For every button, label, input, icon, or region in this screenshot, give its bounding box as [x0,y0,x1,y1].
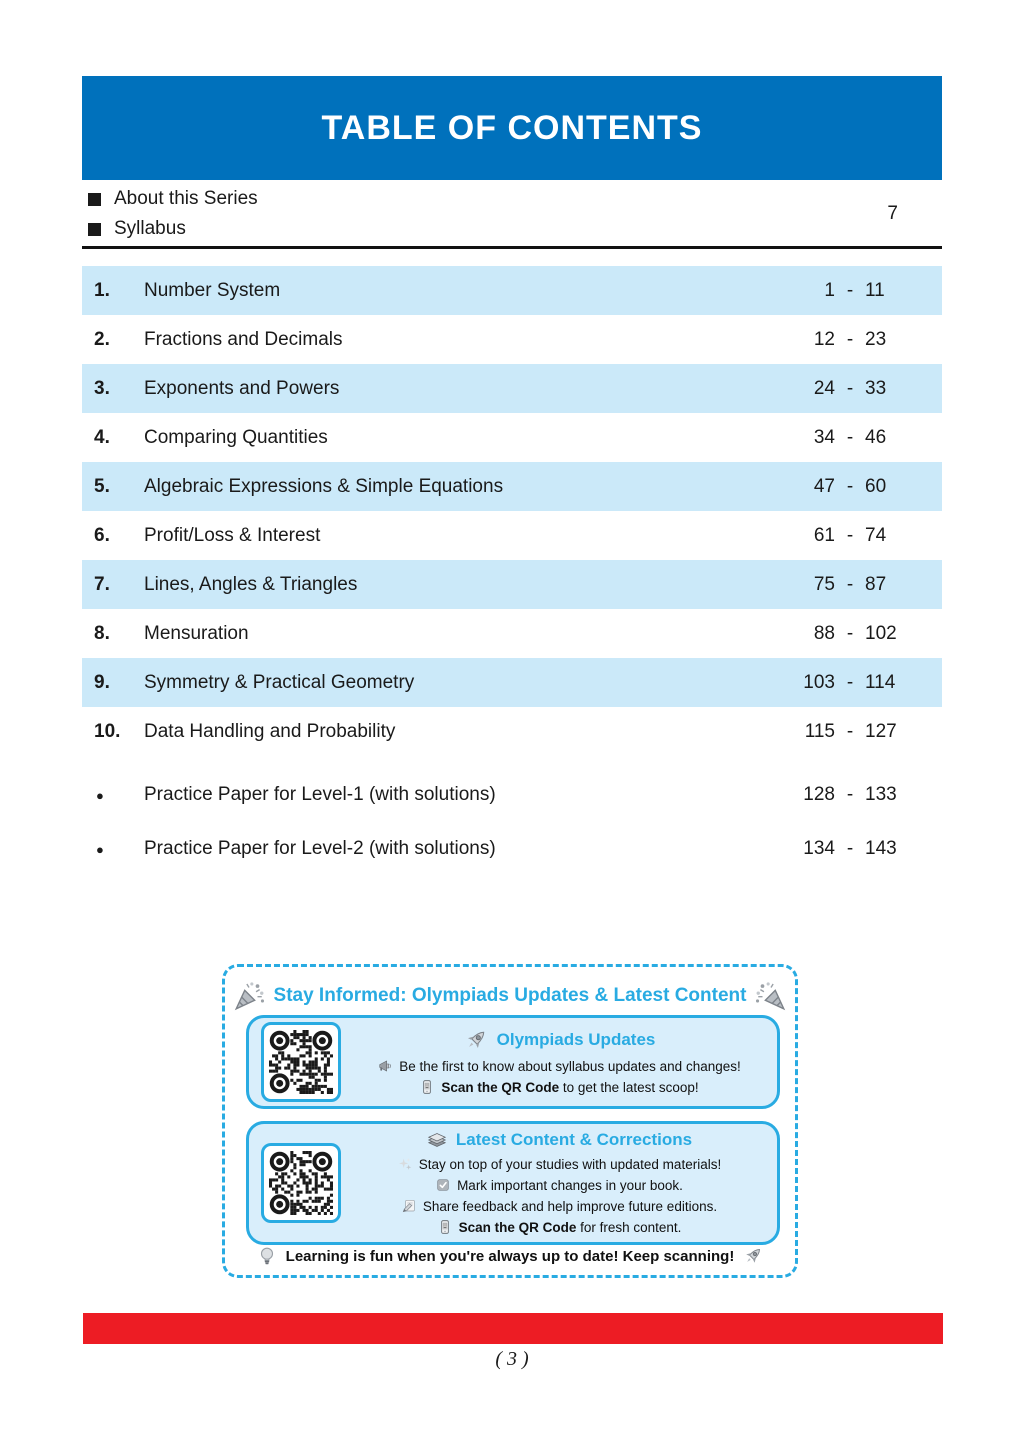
range-separator: - [846,573,854,595]
chapter-title: Practice Paper for Level-2 (with solutions) [144,838,496,859]
chapter-number: 4. [94,426,110,448]
info-footer-text: Learning is fun when you're always up to date! Keep scanning! [285,1247,735,1265]
chapter-title: Lines, Angles & Triangles [144,573,358,595]
sparkles-icon [397,1156,413,1172]
megaphone-icon [377,1058,393,1074]
info-box-title-row [225,979,795,1013]
practice-papers [82,768,942,876]
range-separator: - [846,838,854,859]
chapter-number: 10. [94,720,121,742]
chapter-title: Mensuration [144,622,249,644]
stay-informed-box [222,964,798,1278]
chapter-title: Practice Paper for Level-1 (with solutions) [144,784,496,805]
page-range: 115 - 127 [804,720,897,742]
table-row [82,511,942,560]
page-title: TABLE OF CONTENTS [321,108,703,147]
card-line-text: Stay on top of your studies with updated materials! [418,1156,722,1172]
page-range: 134 - 143 [803,838,897,859]
chapter-title: Comparing Quantities [144,426,328,448]
card-line [353,1217,765,1238]
range-separator: - [846,328,854,350]
range-separator: - [846,475,854,497]
card-body [353,1129,765,1238]
card-line-text: Share feedback and help improve future editions. [422,1198,718,1214]
footer-red-bar [83,1313,943,1344]
range-separator: - [846,426,854,448]
front-matter-label: About this Series [114,188,258,209]
card-line-text: Scan the QR Code to get the latest scoop! [441,1079,699,1095]
page-range: 1 - 11 [824,279,885,301]
range-separator: - [846,720,854,742]
rocket-icon [742,1245,764,1267]
range-separator: - [846,784,854,805]
table-row [82,560,942,609]
range-separator: - [846,377,854,399]
chapter-title: Algebraic Expressions & Simple Equations [144,475,504,497]
chapter-number: 7. [94,573,110,595]
checkbox-icon [435,1177,451,1193]
table-row [82,658,942,707]
card-line-text: Mark important changes in your book. [457,1177,683,1193]
table-row [82,364,942,413]
card-heading-row [353,1129,765,1151]
page-range: 61 - 74 [813,524,887,546]
rocket-icon [463,1027,489,1053]
front-matter-item [82,214,942,244]
card-line [353,1196,765,1217]
chapter-number: 9. [94,671,110,693]
chapter-number: 6. [94,524,110,546]
page-range: 24 - 33 [813,377,887,399]
chapter-number: 3. [94,377,110,399]
range-separator: - [846,671,854,693]
party-popper-icon [232,979,266,1013]
page-range: 75 - 87 [813,573,887,595]
card-line [353,1077,765,1098]
olympiads-updates-card [246,1015,780,1109]
page-title-banner [82,76,942,180]
bullet-icon: ● [96,841,104,857]
info-box-footer [225,1245,795,1267]
square-bullet-icon [88,193,101,206]
card-line-text: Be the first to know about syllabus updates and changes! [399,1058,741,1074]
phone-qr-icon [437,1219,453,1235]
page-range: 34 - 46 [813,426,887,448]
front-matter-label: Syllabus [114,218,186,239]
front-matter [82,184,942,244]
range-separator: - [846,524,854,546]
square-bullet-icon [88,223,101,236]
range-separator: - [846,622,854,644]
page-range: 88 - 102 [813,622,897,644]
card-line [353,1056,765,1077]
table-row [82,822,942,876]
chapter-title: Fractions and Decimals [144,328,343,350]
books-icon [426,1129,448,1151]
bullet-icon: ● [96,787,104,803]
chapter-title: Data Handling and Probability [144,720,396,742]
toc-list [82,266,942,876]
memo-icon [401,1198,417,1214]
front-matter-item [82,184,942,214]
page-range: 12 - 23 [813,328,887,350]
phone-qr-icon [419,1079,435,1095]
card-heading: Latest Content & Corrections [455,1129,693,1149]
info-box-title: Stay Informed: Olympiads Updates & Latest Content [273,985,747,1006]
table-row [82,609,942,658]
table-row [82,768,942,822]
card-heading-row [353,1027,765,1053]
table-row [82,413,942,462]
chapter-title: Exponents and Powers [144,377,340,399]
card-heading: Olympiads Updates [496,1029,656,1049]
page-number: ( 3 ) [495,1348,529,1370]
card-line-text: Scan the QR Code for fresh content. [458,1219,682,1235]
page-range: 128 - 133 [803,784,897,805]
qr-code [261,1143,341,1223]
table-row [82,315,942,364]
table-row [82,707,942,756]
page-range: 103 - 114 [803,671,896,693]
chapter-title: Profit/Loss & Interest [144,524,321,546]
chapter-number: 1. [94,279,110,301]
chapter-number: 2. [94,328,110,350]
card-body [353,1027,765,1098]
latest-content-card [246,1121,780,1245]
divider-rule [82,246,942,249]
chapter-title: Number System [144,279,281,301]
table-row [82,266,942,315]
chapter-title: Symmetry & Practical Geometry [144,671,415,693]
qr-code [261,1022,341,1102]
lightbulb-icon [256,1245,278,1267]
card-line [353,1154,765,1175]
chapter-number: 8. [94,622,110,644]
front-matter-page-number: 7 [887,203,898,224]
party-popper-icon [754,979,788,1013]
table-row [82,462,942,511]
chapter-number: 5. [94,475,110,497]
card-line [353,1175,765,1196]
page-range: 47 - 60 [813,475,887,497]
range-separator: - [846,279,854,301]
